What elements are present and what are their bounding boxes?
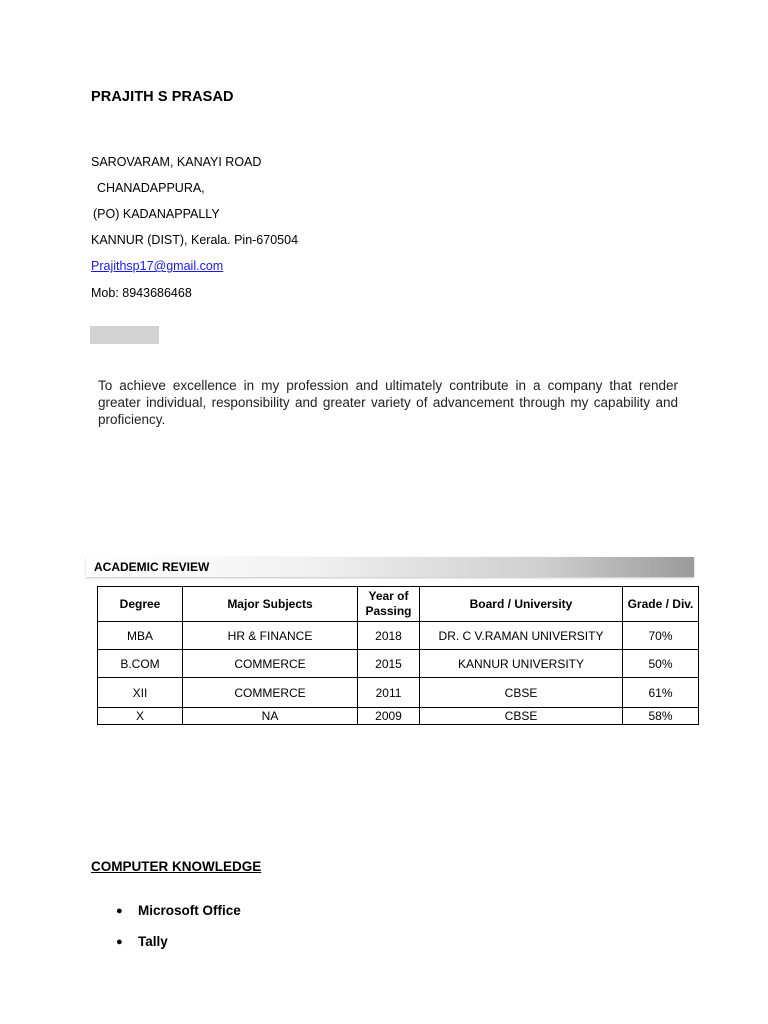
mobile-number: Mob: 8943686468 xyxy=(91,286,192,300)
table-cell: 61% xyxy=(623,678,699,708)
skill-label: Microsoft Office xyxy=(138,903,241,918)
academic-table xyxy=(97,586,699,725)
table-cell: 2018 xyxy=(358,622,420,650)
table-cell: DR. C V.RAMAN UNIVERSITY xyxy=(420,622,623,650)
table-cell: XII xyxy=(98,678,183,708)
table-header-row xyxy=(98,587,699,622)
table-cell: 58% xyxy=(623,708,699,725)
table-cell: 2009 xyxy=(358,708,420,725)
table-cell: CBSE xyxy=(420,678,623,708)
table-cell: MBA xyxy=(98,622,183,650)
table-row xyxy=(98,678,699,708)
table-cell: X xyxy=(98,708,183,725)
table-cell: 2015 xyxy=(358,650,420,678)
academic-section-header xyxy=(86,557,694,577)
list-item xyxy=(116,903,241,918)
column-header-subjects: Major Subjects xyxy=(183,587,358,622)
list-item xyxy=(116,934,168,949)
table-row xyxy=(98,650,699,678)
career-objective: To achieve excellence in my profession and ultimately contribute in a company that render greater individual, responsibility and greater variety of advancement through my capability and proficiency. xyxy=(98,378,678,427)
table-cell: KANNUR UNIVERSITY xyxy=(420,650,623,678)
section-label-placeholder xyxy=(90,326,159,344)
address-line-4: KANNUR (DIST), Kerala. Pin-670504 xyxy=(91,233,299,247)
address-line-3: (PO) KADANAPPALLY xyxy=(93,207,220,221)
table-row xyxy=(98,622,699,650)
table-cell: B.COM xyxy=(98,650,183,678)
email-link[interactable]: Prajithsp17@gmail.com xyxy=(91,259,224,273)
column-header-degree: Degree xyxy=(98,587,183,622)
address-line-2: CHANADAPPURA, xyxy=(97,181,205,195)
bullet-icon: ● xyxy=(116,905,123,917)
table-cell: CBSE xyxy=(420,708,623,725)
column-header-grade: Grade / Div. xyxy=(623,587,699,622)
table-cell: 50% xyxy=(623,650,699,678)
table-row xyxy=(98,708,699,725)
table-cell: 2011 xyxy=(358,678,420,708)
address-line-1: SAROVARAM, KANAYI ROAD xyxy=(91,155,262,169)
table-cell: 70% xyxy=(623,622,699,650)
bullet-icon: ● xyxy=(116,936,123,948)
skill-label: Tally xyxy=(138,934,168,949)
table-cell: NA xyxy=(183,708,358,725)
table-cell: COMMERCE xyxy=(183,650,358,678)
table-cell: HR & FINANCE xyxy=(183,622,358,650)
column-header-board: Board / University xyxy=(420,587,623,622)
table-cell: COMMERCE xyxy=(183,678,358,708)
column-header-year: Year of Passing xyxy=(358,587,420,622)
candidate-name: PRAJITH S PRASAD xyxy=(91,89,234,105)
academic-section-title: ACADEMIC REVIEW xyxy=(94,560,210,574)
computer-knowledge-title: COMPUTER KNOWLEDGE xyxy=(91,859,262,874)
